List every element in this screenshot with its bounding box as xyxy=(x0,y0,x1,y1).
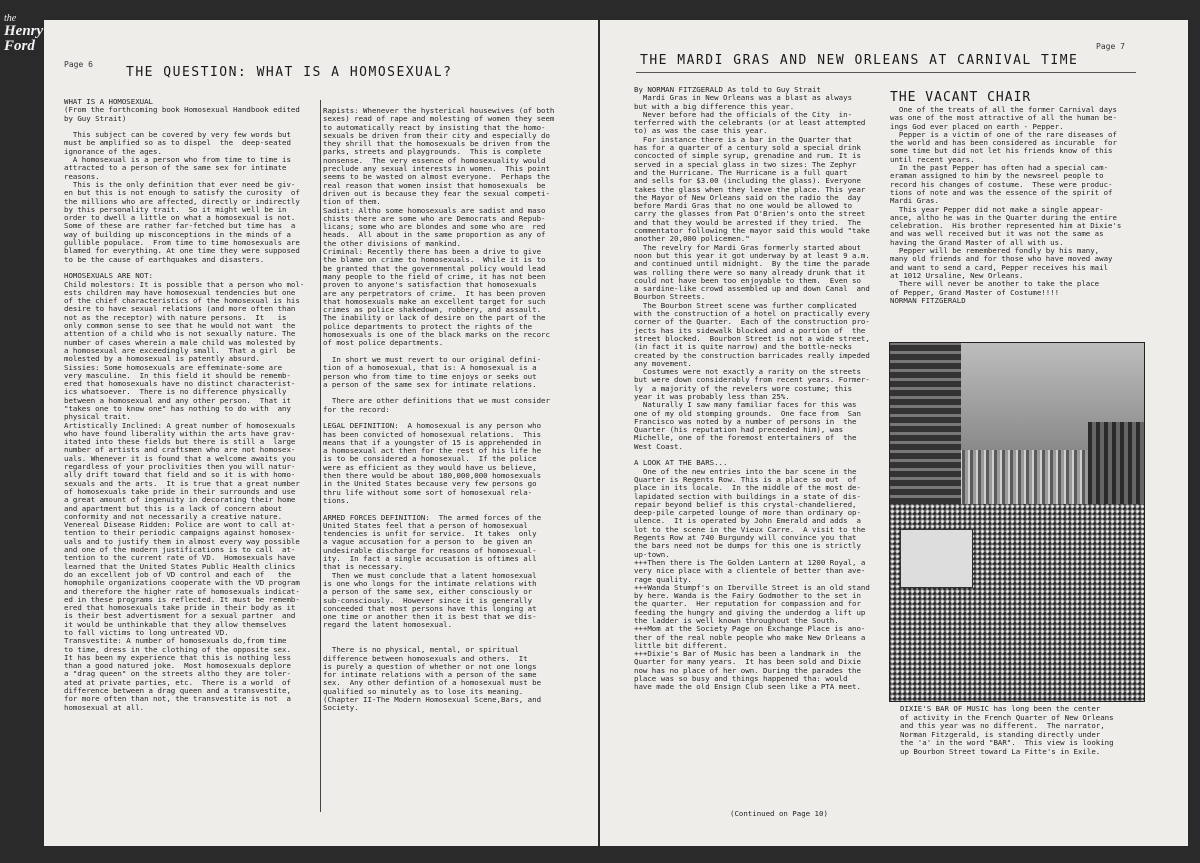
left-column-2: Rapists: Whenever the hysterical housewives (of both sexes) read of rape and molesting of women they seem to automatically react by insisting that the homo- sexuals be driven from their city and especially do they shrill that the homosexuals be driven from the parks, streets and playgrounds. This is complete nonsense. The very essence of homosexuality would preclude any sexual interests in women. This point seems to be wasted on almost everyone. Perhaps the real reason that women insist that homosexuals be driven out is because they fear the sexual competi- tion of them. Sadist: Altho some homosexuals are sadist and maso chists there are some who are Democrats and Repub- licans; some who are blondes and some who are red heads. All about in the same proportion as any of the other divisions of mankind. Criminal: Recently there has been a drive to give the blame on crime to homosexuals. While it is to be granted that the governmental policy would lead many people to the field of crime, it has not been proven to anyone's satisfaction that homosexuals are any perpetrators of crime. It has been proven that homosexuals make an excellent target for such crimes as police shakedown, robbery, and assault. The inability or lack of desire on the part of the police departments to protect the rights of the homosexuals is one of the black marks on the recorc of most police departments. In short we must revert to our original defini- tion of a homosexual, that is: A homosexual is a person who from time to time enjoys or seeks out a person of the same sex for intimate relations. There are other definitions that we must consider for the record: LEGAL DEFINITION: A homosexual is any person who has been convicted of homosexual relations. This means that if a youngster of 15 is apprehended in a homosexual act then for the rest of his life he is to be considered a homosexual. If the police were as efficient as they would have us believe, then there would be about 180,000,000 homosexuals in the United States because very few persons go thru life without some sort of homosexual rela- tions. ARMED FORCES DEFINITION: The armed forces of the United States feel that a person of homosexual tendencies is unfit for service. It takes only a vague accusation for a person to be given an undesirable discharge for reasons of homosexual- ity. In fact a single accusation is oftimes all that is necessary. Then we must conclude that a latent homosexual is one who longs for the intimate relations with a person of the same sex, either consciously or sub-consciously. However since it is generally conceeded that most persons have this longing at one time or another then it is best that we dis- regard the latent homosexual. There is no physical, mental, or spiritual difference between homosexuals and others. It is purely a question of whether or not one longs for intimate relations with a person of the same sex. Any other defintion of a homosexual must be qualified so minutely as to lose its meaning. (Chapter II-The Modern Homosexual Scene,Bars, and Society. xyxy=(323,107,555,713)
title-underline xyxy=(636,72,1136,73)
continued-note: (Continued on Page 10) xyxy=(730,810,828,818)
logo-line-1: the xyxy=(4,13,17,24)
left-page xyxy=(44,20,598,846)
henry-ford-logo xyxy=(4,14,48,64)
vacant-chair-text: One of the treats of all the former Carnival days was one of the most attractive of all the human be- ings God ever placed on earth - Pepper. Pepper is a victim of one of the rare diseases of the world and has been considered as incurable for some time but did not let his friends know of this until recent years. In the past Pepper has often had a special cam- eraman assigned to him by the newsreel people to record his changes of costume. These were produc- tions of note and was the essence of the spirit of Mardi Gras. This year Pepper did not make a single appear- ance, altho he was in the Quarter during the entire celebration. His brother represented him at Dixie's and was well received but it was not the same as having the Grand Master of all with us. Pepper will be remembered fondly by his many, many old friends and for those who have moved away and want to send a card, Pepper receives his mail at 1012 Ursaline, New Orleans. There will never be another to take the place of Pepper, Grand Master of Costume!!!! NORMAN FITZGERALD xyxy=(890,106,1122,305)
right-article-title: THE MARDI GRAS AND NEW ORLEANS AT CARNIVAL TIME xyxy=(640,53,1079,68)
left-column-1: WHAT IS A HOMOSEXUAL (From the forthcoming book Homosexual Handbook edited by Guy Strait) This subject can be covered by very few words but must be amplified so as to dispel the deep-seated ignorance of the ages. A homosexual is a person who from time to time is attracted to a person of the same sex for intimate reasons. This is the only definition that ever need be giv- en but this is not enough to satisfy the curosity of the millions who are affected, directly or indirectly by this personality trait. So it might well be in order to dwell a little on what a homosexual is not. Some of these are rather far-fetched but time has a way of building up misconceptions in the minds of a gullible populace. From time to time homosexuals are blamed for everything. At one time they were supposed to be the cause of earthquakes and disasters. HOMOSEXUALS ARE NOT: Child molestors: It is possible that a person who mol- ests children may have homosexual tendencies but one of the chief characteristics of the homosexual is his desire to have sexual relations (and more often than not as the receptor) with nature persons. It is only common sense to see that he would not want the attention of a child who is not sexually nature. The number of cases wherein a male child was molested by a homosexual are exceedingly small. That a girl be molested by a homosexual is patently absurd. Sissies: Some homosexuals are effeminate-some are very masculine. In this field it should be rememb- ered that homosexuals have no distinct characterist- ics whatsoever. There is no difference physically between a homosexual and any other person. That it "takes one to know one" has nothing to do with any physical trait. Artistically Inclined: A great number of homosexuals who have found liberality within the arts have grav- itated into these fields but there is still a large number of artists and craftsmen who are not homosex- uals. Whenever it is found that a welcome awaits you regardless of your proclivities then you will natur- ally drift toward that field and so it is with homo- sexuals and the arts. It is true that a great number of homosexuals take pride in their surrounds and use a great amount of ingenuity in decorating their home and apartment but this is a lack of concern about conformity and not necessarily a creative nature. Venereal Disease Ridden: Police are wont to call at- tention to their periodic campaigns against homosex- uals and to justify them in almost every way possible and one of the modern justifications is to call at- tention to the current rate of VD. Homosexuals have learned that the United States Public Health clinics do an excellent job of VD control and each of the homophile organizations cooperate with the VD program and therefore the higher rate of homosexuals indicat- ed in these programs is reflected. It must be rememb- ered that homosexuals take pride in their body as it is their best advertisment for a sexual partner and it would be unthinkable that they allow themselves to fall victims to long untreated VD. Transvestite: A number of homosexuals do,from time to time, dress in the clothing of the opposite sex. It has been my experience that this is nothing less than a good natured joke. Most homosexuals deplore a "drag queen" on the streets altho they are toler- ated at private parties, etc. There is a world of difference between a drag queen and a transvestite, for more often than not, the transvestite is not a homosexual at all. xyxy=(64,98,305,712)
photo-caption: DIXIE'S BAR OF MUSIC has long been the center of activity in the French Quarter of New Orleans and this year was no different. The narrator, Norman Fitzgerald, is standing directly under the 'a' in the word "BAR". This view is looking up Bourbon Street toward La Fitte's in Exile. xyxy=(900,704,1114,756)
page-number-right: Page 7 xyxy=(1096,42,1125,51)
vacant-chair-title: THE VACANT CHAIR xyxy=(890,90,1032,105)
logo-line-3: Ford xyxy=(4,38,35,54)
left-article-title: THE QUESTION: WHAT IS A HOMOSEXUAL? xyxy=(126,65,453,80)
right-column-1: By NORMAN FITZGERALD As told to Guy Strait Mardi Gras in New Orleans was a blast as always but with a big difference this year. Never before had the officials of the City in- terferred with the celebrants (or at least attempted to) as was the case this year. For instance there is a bar in the Quarter that has for a quarter of a century sold a special drink concocted of simple syrup, grenadine and rum. It is served in a special glass in two sizes: The Zephyr and the Hurricane. The Hurricane is a full quart and sells for $3.00 (including the glass). Everyone takes the glass when they leave the place. This year the Mayor of New Orleans said on the radio the day before Mardi Gras that no one would be allowed to carry the glasses from Pat O'Brien's onto the street and that they would be arrested if they tried. The commentator following the mayor said this would "take another 20,000 policemen." The revelry for Mardi Gras formerly started about noon but this year it got underway by at least 9 a.m. and continued until midnight. By the time the parade was rolling there were so many already drunk that it could not have been too enjoyable to them. Even so a sardine-like crowd assembled up and down Canal and Bourbon Streets. The Bourbon Street scene was further complicated with the construction of a hotel on practically every corner of the Quarter. Each of the construction pro- jects has its sidewalk blocked and a portion of the street blocked. Bourbon Street is not a wide street, (in fact it is quite narrow) and the bottle-necks created by the construction barricades really impeded any movement. Costumes were not exactly a rarity on the streets but were down considerably from recent years. Former- ly a majority of the revelers wore costume; this year it was probably less than 25%. Naturally I saw many familiar faces for this was one of my old stomping grounds. One face from San Francisco was noted by a number of persons in the Quarter (his reputation had preceeded him), was Michelle, one of the foremost entertainers of the West Coast. A LOOK AT THE BARS... One of the new entries into the bar scene in the Quarter is Regents Row. This is a place so out of place in its locale. In the middle of the most de- lapidated section with buildings in a state of dis- repair beyond belief is this crystal-chandeliered, deep-pile carpeted lounge of more than ordinary op- ulence. It is operated by John Emerald and adds a lot to the scene in the Vieux Carre. A visit to the Regents Row at 740 Burgundy will convince you that the bars need not be dumps for this one is strictly up-town. +++Then there is The Golden Lantern at 1200 Royal, a very nice place with a clientele of better than ave- rage quality. +++Wanda Stumpf's on Iberville Street is an old stand by here. Wanda is the Fairy Godmother to the set in the quarter. Her reputation for compassion and for feeding the hungry and giving the underdog a lift up the ladder is well known throughout the South. +++Mom at the Society Page on Exchange Place is ano- ther of the real noble people who make New Orleans a little bit different. +++Dixie's Bar of Music has been a landmark in the Quarter for many years. It has been sold and Dixie now has no place of her own. During the parades the place was so busy and things happened tha: would have made the old Ensign Club seen like a PTA meet. xyxy=(634,86,870,692)
dixies-bar-photo xyxy=(889,342,1145,702)
column-divider xyxy=(320,100,321,812)
logo-line-2: Henry xyxy=(4,23,44,39)
right-page xyxy=(600,20,1188,846)
page-number-left: Page 6 xyxy=(64,60,93,69)
photo-bar-sign xyxy=(900,529,973,588)
